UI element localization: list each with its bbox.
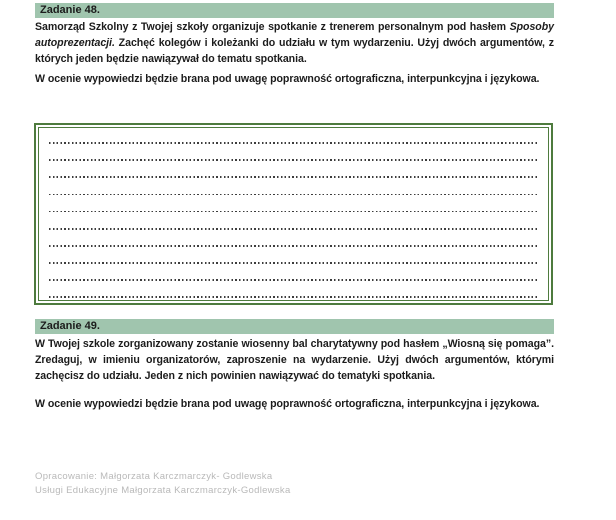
answer-box-lines	[38, 127, 549, 301]
answer-writing-line	[46, 266, 541, 283]
footer-credits	[35, 470, 554, 498]
answer-writing-line	[46, 180, 541, 197]
answer-box	[34, 123, 553, 305]
task-48-assessment-note: W ocenie wypowiedzi będzie brana pod uwagę poprawność ortograficzna, interpunkcyjna i językowa.	[35, 73, 540, 85]
answer-writing-line	[46, 197, 541, 214]
answer-writing-line	[46, 163, 541, 180]
answer-writing-line	[46, 283, 541, 300]
footer-credit-line-1: Opracowanie: Małgorzata Karczmarczyk- Godlewska	[35, 471, 273, 482]
task-48-body-text: Samorząd Szkolny z Twojej szkoły organizuje spotkanie z trenerem personalnym pod hasłem	[35, 21, 510, 33]
task-48-header: Zadanie 48.	[35, 3, 554, 18]
answer-writing-line	[46, 249, 541, 266]
task-48-body	[35, 19, 554, 67]
task-48-body-italic-title: Sposoby autoprezentacji.	[35, 21, 554, 49]
answer-writing-line	[46, 214, 541, 231]
footer-credit-line-2: Usługi Edukacyjne Małgorzata Karczmarczyk-Godlewska	[35, 484, 291, 496]
answer-writing-line	[46, 146, 541, 163]
task-48-body-text-cont: Zachęć kolegów i koleżanki do udziału w tym wydarzeniu. Użyj dwóch argumentów, z których jeden będzie nawiązywał do tematu spotkania.	[35, 37, 554, 65]
task-49-body: W Twojej szkole zorganizowany zostanie wiosenny bal charytatywny pod hasłem „Wiosną się pomaga”. Zredaguj, w imieniu organizatorów, zaproszenie na wydarzenie. Użyj dwóch argumentów, którymi zachęcisz do udziału. Jeden z nich powinien nawiązywać do tematyki spotkania.	[35, 338, 554, 382]
answer-writing-line	[46, 129, 541, 146]
task-49-assessment-note: W ocenie wypowiedzi będzie brana pod uwagę poprawność ortograficzna, interpunkcyjna i językowa.	[35, 398, 540, 410]
task-49-header: Zadanie 49.	[35, 319, 554, 334]
answer-writing-line	[46, 232, 541, 249]
